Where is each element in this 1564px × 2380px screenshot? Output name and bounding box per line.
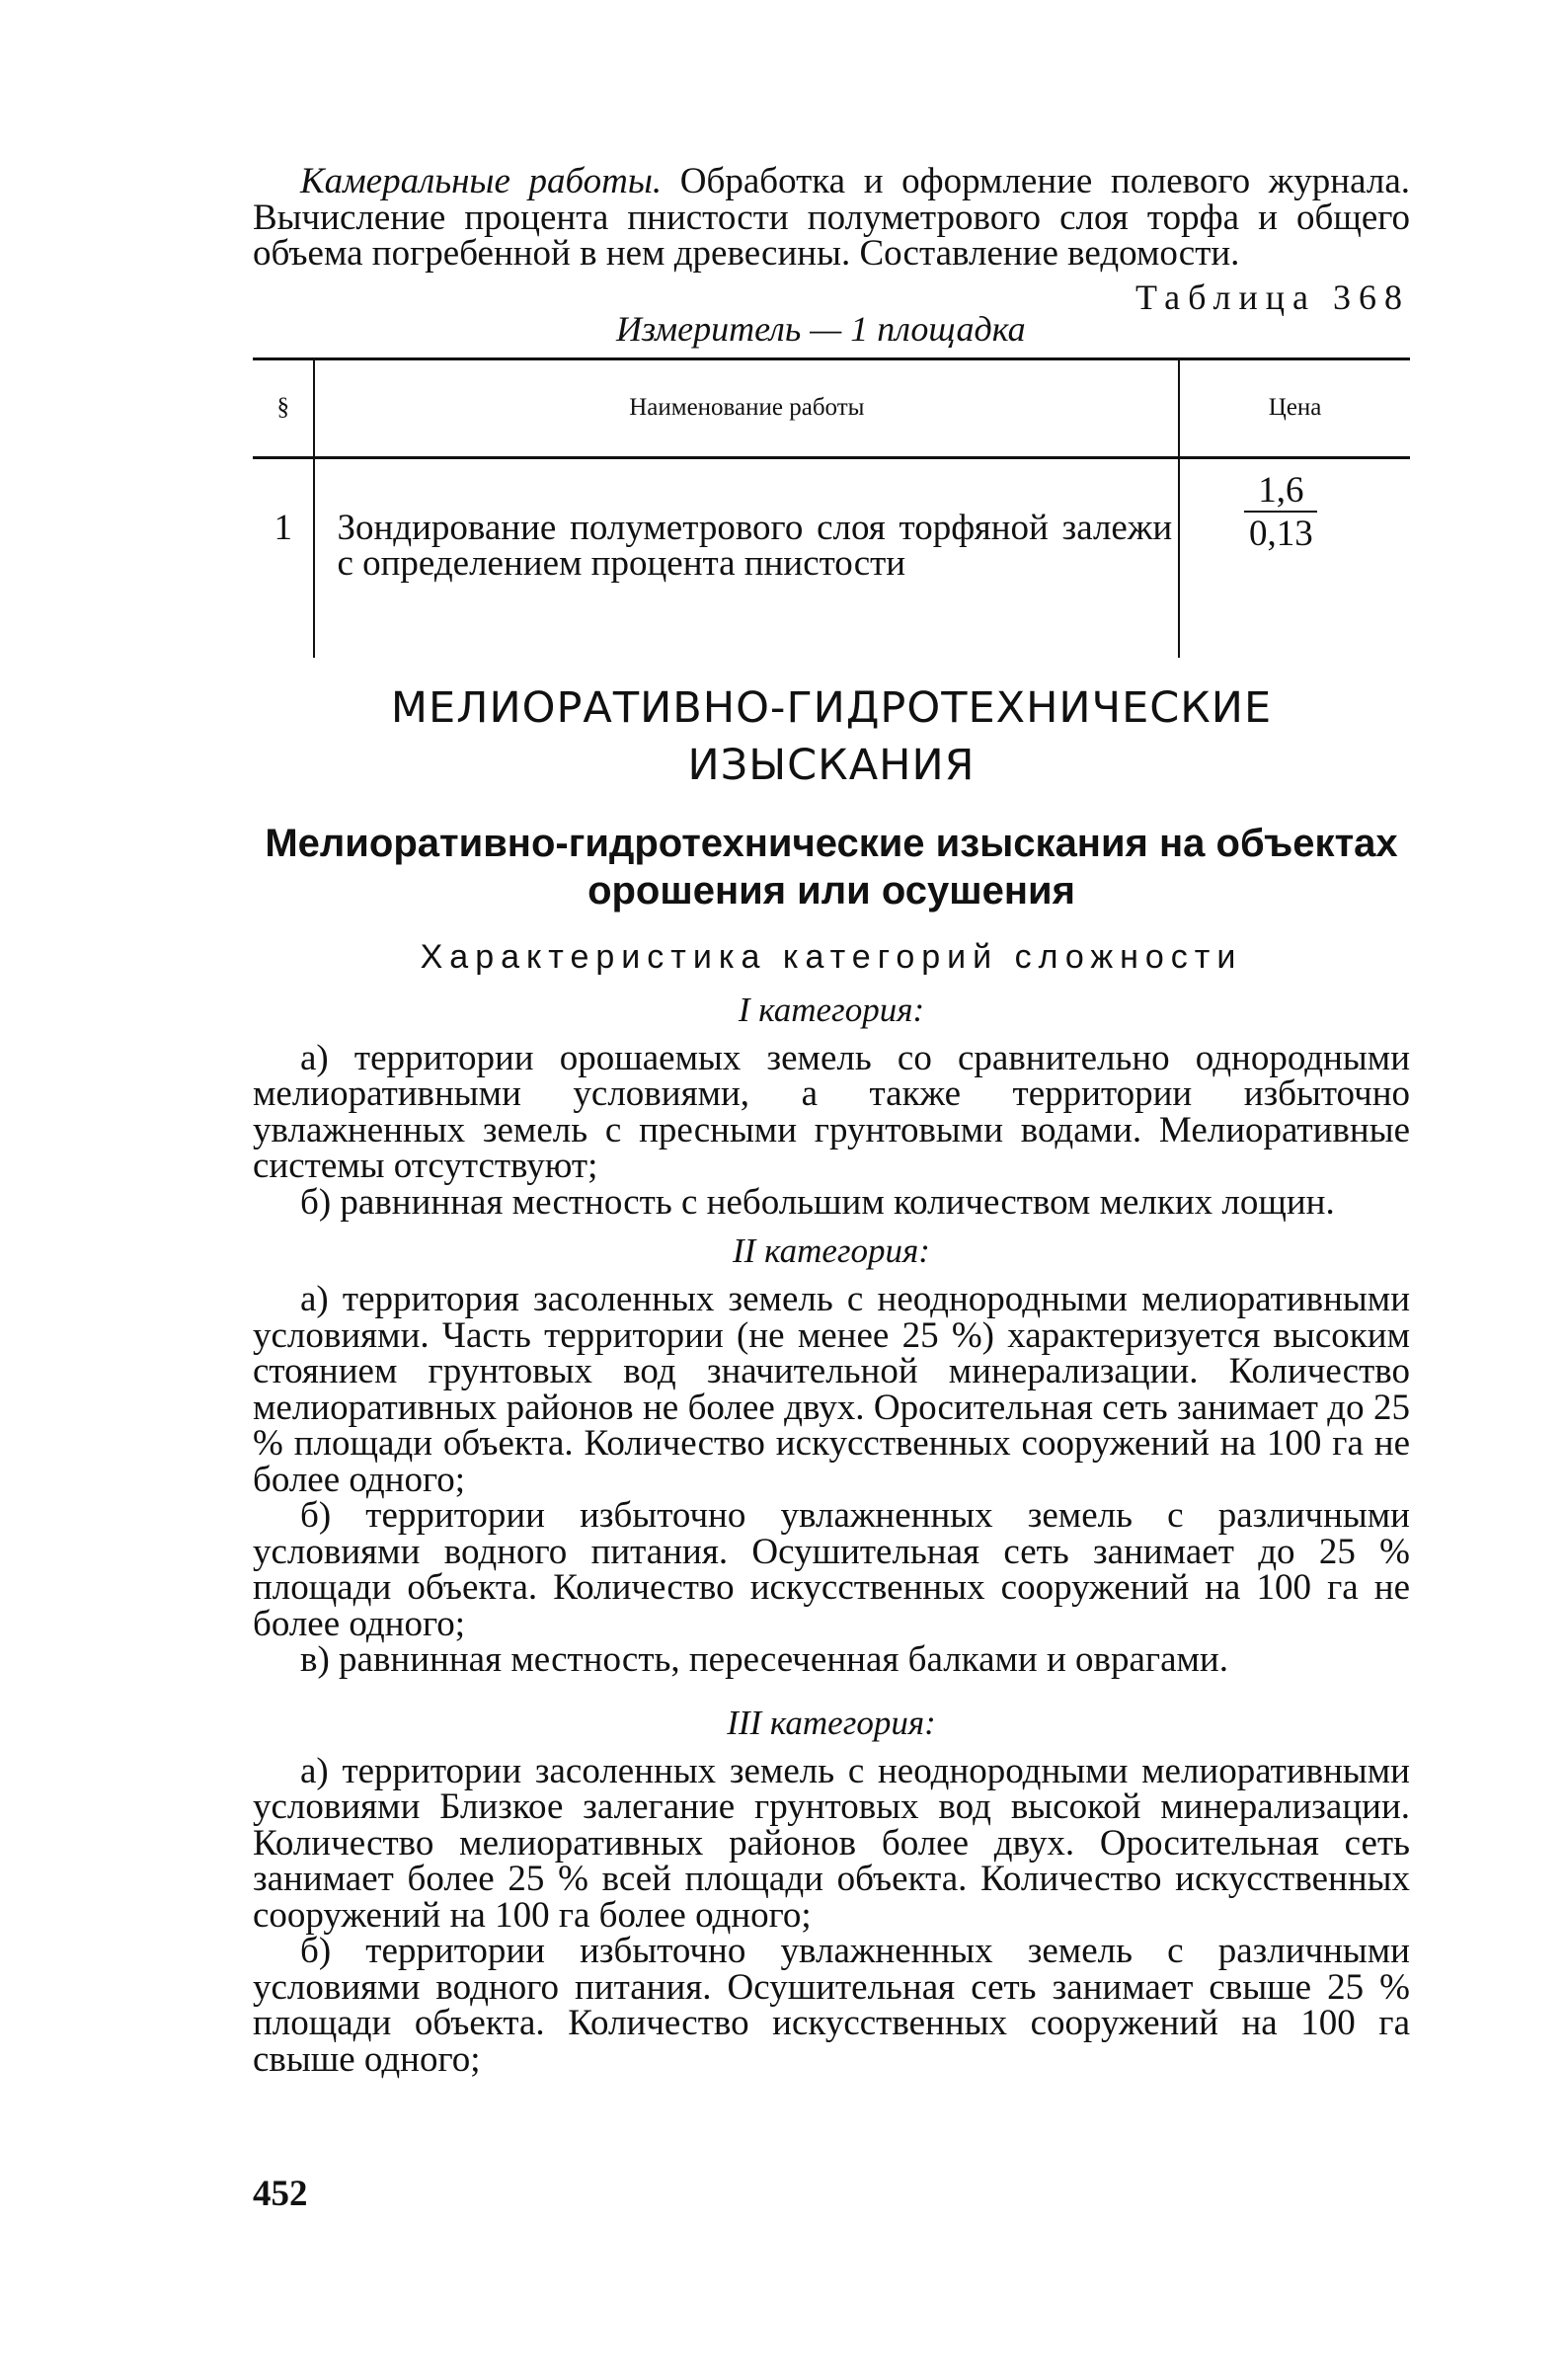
section-subtitle: Мелиоративно-гидротехнические изыскания на объектах орошения или осушения — [265, 821, 1398, 912]
price-bottom: 0,13 — [1248, 513, 1313, 554]
category-3-item-b: б) территории избыточно увлажненных земель с различными условиями водного питания. Осушительная сеть занимает свыше 25 % площади объекта. Количество искусственных сооружений на 100 га свыше одного; — [253, 1931, 1410, 2080]
row-work-name: Зондирование полуметрового слоя торфяной залежи с определением процента пнистости — [337, 507, 1173, 584]
intro-lead: Камеральные работы. — [300, 161, 663, 201]
table-header-row — [253, 358, 1410, 457]
row-work-name-cell — [314, 457, 1179, 658]
row-price-cell — [1179, 457, 1410, 658]
page-content — [253, 161, 1410, 2080]
header-price: Цена — [1179, 358, 1410, 457]
category-1-item-a: а) территории орошаемых земель со сравнительно однородными мелиоративными условиями, а также территории избыточно увлажненных земель с пресными грунтовыми водами. Мелиоративные системы отсутствуют; — [253, 1037, 1410, 1186]
characteristics-heading: Характеристика категорий сложности — [420, 937, 1243, 976]
category-2-item-c: в) равнинная местность, пересеченная балками и оврагами. — [300, 1639, 1228, 1680]
table-number: Таблица 368 — [1135, 277, 1410, 317]
intro-paragraph — [253, 161, 1410, 274]
table-caption — [253, 277, 1410, 349]
category-2-item-b: б) территории избыточно увлажненных земель с различными условиями водного питания. Осушительная сеть занимает до 25 % площади объекта. Количество искусственных сооружений на 100 га не более одного; — [253, 1495, 1410, 1644]
price-fraction — [1244, 469, 1317, 554]
category-1-item-b: б) равнинная местность с небольшим количеством мелких лощин. — [300, 1181, 1335, 1223]
intro-text: Обработка и оформление полевого журнала. Вычисление процента пнистости полуметрового слоя торфа и общего объема погребенной в нем древесины. Составление ведомости. — [253, 161, 1410, 274]
header-work-name: Наименование работы — [314, 358, 1179, 457]
category-2-title: II категория: — [733, 1231, 930, 1270]
page-number: 452 — [253, 2174, 308, 2214]
table-measure: Измеритель — 1 площадка — [616, 308, 1026, 349]
header-section: § — [253, 358, 314, 457]
category-3-title: III категория: — [727, 1703, 936, 1742]
table-row — [253, 457, 1410, 658]
category-3-item-a: а) территории засоленных земель с неоднородными мелиоративными условиями Близкое залегание грунтовых вод высокой минерализации. Количество мелиоративных районов более двух. Оросительная сеть занимает более 25 % всей площади объекта. Количество искусственных сооружений на 100 га более одного; — [253, 1750, 1410, 1936]
price-table — [253, 357, 1410, 658]
category-1-title: I категория: — [738, 990, 925, 1029]
section-title: МЕЛИОРАТИВНО-ГИДРОТЕХНИЧЕСКИЕ ИЗЫСКАНИЯ — [390, 682, 1273, 790]
row-number: 1 — [253, 457, 314, 658]
price-top: 1,6 — [1244, 473, 1317, 513]
category-2-item-a: а) территория засоленных земель с неоднородными мелиоративными условиями. Часть территории (не менее 25 %) характеризуется высоким стоянием грунтовых вод значительной минерализации. Количество мелиоративных районов не более двух. Оросительная сеть занимает до 25 % площади объекта. Количество искусственных сооружений на 100 га не более одного; — [253, 1279, 1410, 1500]
